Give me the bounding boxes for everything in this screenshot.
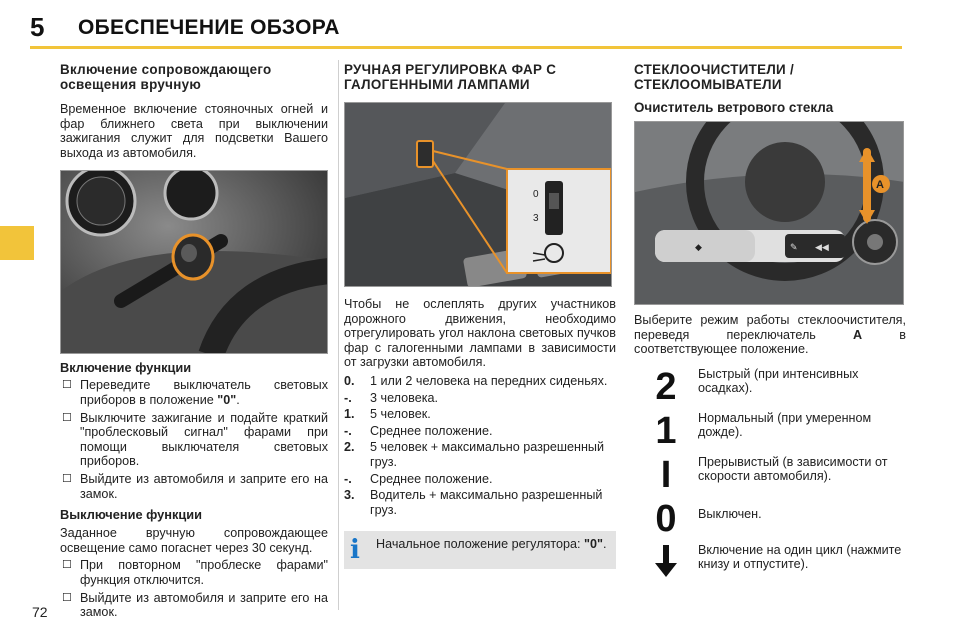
- bullet-icon: ☐: [62, 472, 72, 485]
- bullet-icon: ☐: [62, 559, 72, 572]
- section-title-headlamp-adjustment: РУЧНАЯ РЕГУЛИРОВКА ФАР С ГАЛОГЕННЫМИ ЛАМПАМИ: [344, 62, 557, 92]
- headlamp-dial-illustration: [345, 103, 612, 287]
- list-item: 1. 5 человек.: [344, 407, 431, 422]
- function-off-title: Выключение функции: [60, 507, 202, 523]
- column-divider: [338, 60, 339, 610]
- header-rule: [30, 46, 902, 49]
- wiper-mode-fast: 2 Быстрый (при интенсивных осадках).: [634, 367, 906, 403]
- list-item: -. Среднее положение.: [344, 423, 493, 438]
- wiper-mode-normal: 1 Нормальный (при умеренном дожде).: [634, 411, 906, 447]
- photo-headlamp-dial: [344, 102, 612, 287]
- on-item-2: ☐ Выключите зажигание и подайте краткий "проблесковый сигнал" фарами при помощи выключателя световых приборов.: [62, 410, 328, 469]
- list-item: -. Среднее положение.: [344, 471, 493, 486]
- follow-me-intro: Временное включение стояночных огней и фар ближнего света при выключении зажигания служит для подсветки Вашего выхода из автомобиля.: [60, 102, 328, 160]
- on-item-1: ☐ Переведите выключатель световых приборов в положение "0".: [62, 378, 328, 407]
- photo-light-switch-stalk: [60, 170, 328, 354]
- chapter-side-tab: [0, 226, 34, 260]
- list-item: -. 3 человека.: [344, 390, 438, 405]
- wiper-modes-list: [634, 367, 906, 579]
- off-item-1: ☐ При повторном "проблеске фарами" функция отключится.: [62, 558, 328, 587]
- info-note: i Начальное положение регулятора: "0".: [344, 531, 616, 569]
- column-follow-me-lighting: [60, 62, 328, 620]
- wiper-intro: Выберите режим работы стеклоочистителя, переведя переключатель A в соответствующее положение.: [634, 313, 906, 357]
- bullet-icon: ☐: [62, 411, 72, 424]
- subsection-title-windscreen-wiper: Очиститель ветрового стекла: [634, 100, 834, 115]
- bullet-icon: ☐: [62, 591, 72, 604]
- bullet-icon: ☐: [62, 379, 72, 392]
- mode-intermittent-icon: [651, 455, 681, 491]
- svg-text:◀◀: ◀◀: [815, 242, 829, 252]
- svg-text:I: I: [660, 454, 672, 491]
- svg-text:2: 2: [655, 366, 677, 403]
- headlamp-intro: Чтобы не ослеплять других участников дорожного движения, необходимо отрегулировать угол наклона световых пучков фар с галогенными лампами в зависимости от загрузки автомобиля.: [344, 297, 616, 370]
- section-title-wipers: СТЕКЛООЧИСТИТЕЛИ / СТЕКЛООМЫВАТЕЛИ: [634, 62, 794, 92]
- svg-text:0: 0: [533, 189, 539, 200]
- wiper-mode-single-wipe: Включение на один цикл (нажмите книзу и отпустите).: [634, 543, 906, 579]
- on-item-3: ☐ Выйдите из автомобиля и заприте его на замок.: [62, 471, 328, 501]
- column-headlamp-adjustment: [344, 62, 616, 569]
- column-wipers: [634, 62, 906, 587]
- function-on-title: Включение функции: [60, 360, 192, 376]
- list-item: 3. Водитель + максимально разрешенный груз.: [344, 488, 603, 517]
- load-positions-list: [344, 374, 616, 517]
- off-item-2: ☐ Выйдите из автомобиля и заприте его на замок.: [62, 590, 328, 620]
- info-icon: i: [350, 535, 360, 566]
- arrow-down-icon: [651, 543, 681, 579]
- svg-text:1: 1: [655, 410, 677, 447]
- light-stalk-illustration: [61, 171, 328, 354]
- chapter-title: ОБЕСПЕЧЕНИЕ ОБЗОРА: [78, 16, 340, 39]
- photo-wiper-stalk: [634, 121, 904, 305]
- list-item: 2. 5 человек + максимально разрешенный груз.: [344, 440, 604, 469]
- page-number: 72: [32, 604, 48, 620]
- svg-text:◆: ◆: [695, 242, 702, 252]
- list-item: 0. 1 или 2 человека на передних сиденьях.: [344, 373, 608, 388]
- wiper-mode-intermittent: I Прерывистый (в зависимости от скорости автомобиля).: [634, 455, 906, 491]
- svg-text:0: 0: [655, 498, 677, 535]
- function-off-intro: Заданное вручную сопровождающее освещение само погаснет через 30 секунд.: [60, 526, 328, 555]
- chapter-number: 5: [30, 12, 45, 42]
- wiper-mode-off: 0 Выключен.: [634, 499, 906, 535]
- photo-label-a: A: [876, 179, 884, 191]
- wiper-stalk-illustration: [635, 122, 904, 305]
- mode-0-icon: [651, 499, 681, 535]
- svg-text:3: 3: [533, 213, 539, 224]
- mode-2-icon: [651, 367, 681, 403]
- mode-1-icon: [651, 411, 681, 447]
- svg-text:✎: ✎: [790, 242, 798, 252]
- section-title-follow-me: Включение сопровождающего освещения вручную: [60, 62, 272, 92]
